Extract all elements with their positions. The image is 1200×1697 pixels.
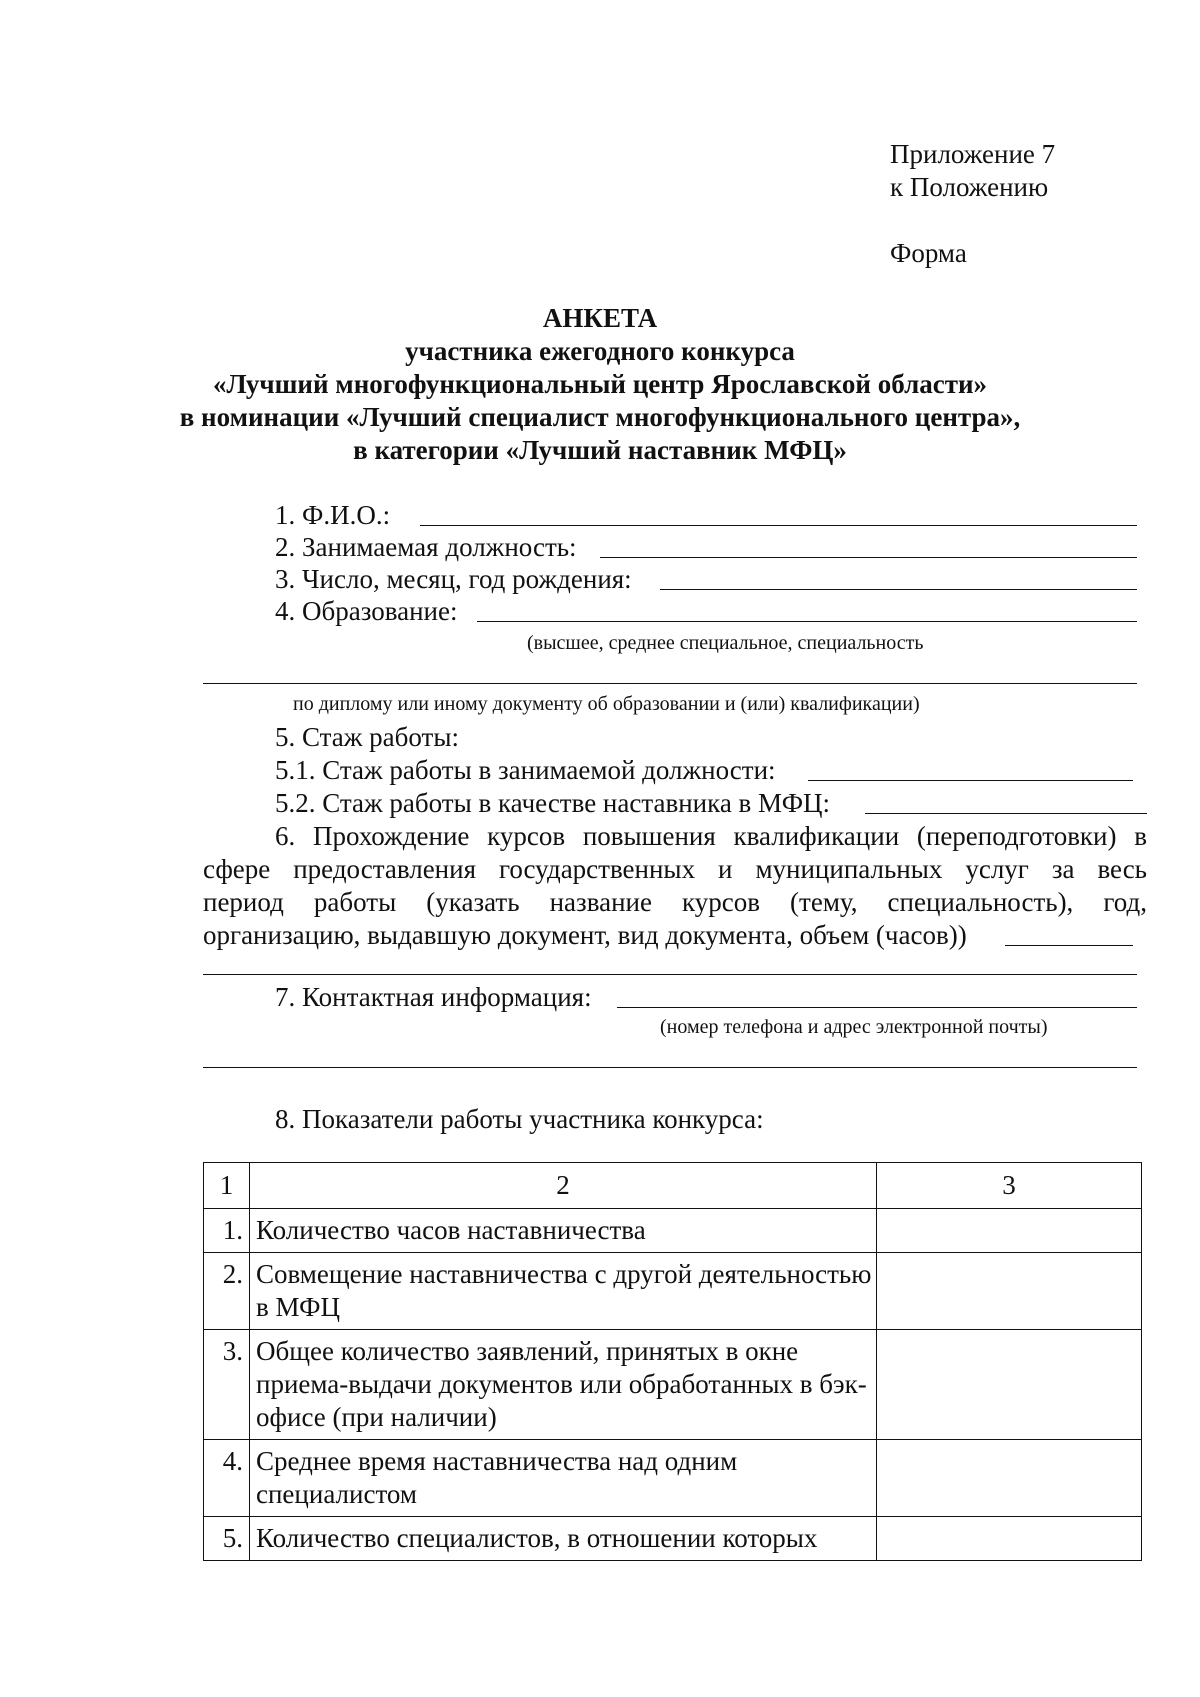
row-indicator: Количество часов наставничества <box>250 1209 877 1253</box>
field-birth-date-line[interactable] <box>660 589 1137 590</box>
document-title: АНКЕТА <box>542 303 658 333</box>
table-header-cell: 3 <box>877 1163 1142 1209</box>
row-value-cell[interactable] <box>877 1253 1142 1330</box>
field-training-line-2[interactable] <box>203 974 1137 975</box>
field-position-label: 2. Занимаемая должность: <box>275 532 577 562</box>
row-indicator: Общее количество заявлений, принятых в окне приема-выдачи документов или обработанных в бэк-офисе (при наличии) <box>250 1330 877 1440</box>
form-label: Форма <box>890 238 967 268</box>
field-experience-position-label: 5.1. Стаж работы в занимаемой должности: <box>275 755 776 785</box>
table-row <box>204 1517 1142 1561</box>
field-education-line-2[interactable] <box>203 683 1137 684</box>
appendix-number: Приложение 7 <box>890 139 1056 169</box>
field-contact-label: 7. Контактная информация: <box>275 982 592 1012</box>
row-number: 1. <box>204 1209 250 1253</box>
training-text-line-4: организацию, выдавшую документ, вид документа, объем (часов)) <box>203 920 967 950</box>
row-value-cell[interactable] <box>877 1440 1142 1517</box>
table-row <box>204 1209 1142 1253</box>
row-value-cell[interactable] <box>877 1517 1142 1561</box>
field-contact-line[interactable] <box>617 1007 1137 1008</box>
field-experience-mentor-label: 5.2. Стаж работы в качестве наставника в МФЦ: <box>275 788 831 818</box>
field-experience-mentor-line[interactable] <box>865 813 1147 814</box>
table-row <box>204 1330 1142 1440</box>
table-row <box>204 1440 1142 1517</box>
table-row <box>204 1253 1142 1330</box>
field-education-line[interactable] <box>477 621 1137 622</box>
row-value-cell[interactable] <box>877 1330 1142 1440</box>
field-contact-line-2[interactable] <box>203 1067 1137 1068</box>
education-hint: (высшее, среднее специальное, специальность <box>527 632 924 654</box>
table-header-cell: 1 <box>204 1163 250 1209</box>
row-number: 5. <box>204 1517 250 1561</box>
field-experience-position-line[interactable] <box>808 780 1133 781</box>
training-text-line-3: период работы (указать название курсов (тему, специальность), год, <box>203 887 1147 917</box>
table-header-cell: 2 <box>250 1163 877 1209</box>
title-category: в категории «Лучший наставник МФЦ» <box>353 435 847 465</box>
row-value-cell[interactable] <box>877 1209 1142 1253</box>
table-header-row <box>204 1163 1142 1209</box>
indicators-table <box>203 1162 1142 1561</box>
field-education-label: 4. Образование: <box>275 596 458 626</box>
title-subtitle: участника ежегодного конкурса <box>405 336 795 366</box>
row-indicator: Совмещение наставничества с другой деятельностью в МФЦ <box>250 1253 877 1330</box>
field-fio-label: 1. Ф.И.О.: <box>275 500 391 530</box>
training-text-line-2: сфере предоставления государственных и муниципальных услуг за весь <box>203 854 1147 884</box>
row-indicator: Количество специалистов, в отношении которых <box>250 1517 877 1561</box>
row-number: 4. <box>204 1440 250 1517</box>
contact-hint: (номер телефона и адрес электронной почты) <box>660 1016 1048 1038</box>
title-nomination: в номинации «Лучший специалист многофункционального центра», <box>179 402 1021 432</box>
field-position-line[interactable] <box>600 557 1137 558</box>
title-contest-name: «Лучший многофункциональный центр Ярославской области» <box>212 369 988 399</box>
row-number: 2. <box>204 1253 250 1330</box>
row-number: 3. <box>204 1330 250 1440</box>
field-fio-line[interactable] <box>420 525 1137 526</box>
field-experience-label: 5. Стаж работы: <box>275 722 459 752</box>
education-hint-continued: по диплому или иному документу об образовании и (или) квалификации) <box>293 693 920 715</box>
appendix-reference: к Положению <box>890 172 1049 202</box>
field-training-line[interactable] <box>1005 945 1133 946</box>
training-text-line-1: 6. Прохождение курсов повышения квалификации (переподготовки) в <box>275 821 1147 851</box>
field-birth-date-label: 3. Число, месяц, год рождения: <box>275 564 632 594</box>
row-indicator: Среднее время наставничества над одним специалистом <box>250 1440 877 1517</box>
indicators-heading: 8. Показатели работы участника конкурса: <box>275 1104 764 1134</box>
